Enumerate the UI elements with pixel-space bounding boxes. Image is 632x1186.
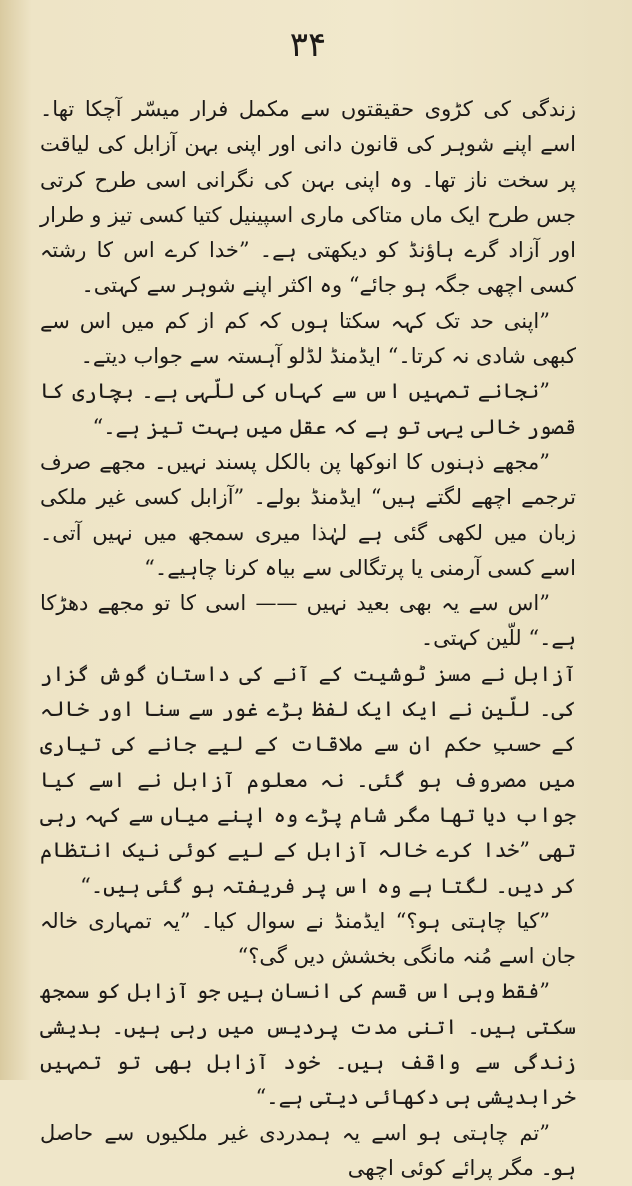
paragraph-1: زندگی کی کڑوی حقیقتوں سے مکمل فرار میسّر آچکا تھا۔ اسے اپنے شوہر کی قانون دانی اور اپنی بہن آزابل کی لیاقت پر سخت ناز تھا۔ وہ اپنی بہن کی نگرانی اسی طرح کرتی جس طرح ایک ماں متاکی ماری اسپینیل کتیا کسی تیز و طرار اور آزاد گرے ہاؤنڈ کو دیکھتی ہے۔ ”خدا کرے اس کا رشتہ کسی اچھی جگہ ہو جائے“ وہ اکثر اپنے شوہر سے کہتی۔ [40, 97, 576, 298]
paragraph-9: ”تم چاہتی ہو اسے یہ ہمدردی غیر ملکیوں سے حاصل ہو۔ مگر پرائے کوئی اچھی [40, 1120, 576, 1180]
page-body-text [40, 92, 576, 1186]
page-number: ۳۴ [289, 25, 327, 65]
paragraph-4: ”مجھے ذہنوں کا انوکھا پن بالکل پسند نہیں۔ مجھے صرف ترجمے اچھے لگتے ہیں“ ایڈمنڈ بولے۔ ”آزابل کسی غیر ملکی زبان میں لکھی گئی ہے لہٰذا میری سمجھ میں نہیں آتی۔ اسے کسی آرمنی یا پرتگالی سے بیاہ کرنا چاہیے۔“ [40, 449, 576, 580]
paragraph-3: ”نجانے تمہیں اس سے کہاں کی للّہی ہے۔ بچاری کا قصور خالی یہی تو ہے کہ عقل میں بہت تیز ہے۔“ [40, 379, 576, 439]
paragraph-2: ”اپنی حد تک کہہ سکتا ہوں کہ کم از کم میں اس سے کبھی شادی نہ کرتا۔“ ایڈمنڈ لڈلو آہستہ سے جواب دیتے۔ [40, 308, 576, 369]
paragraph-5: ”اس سے یہ بھی بعید نہیں —— اسی کا تو مجھے دھڑکا ہے۔“ للّین کہتی۔ [40, 591, 576, 651]
paragraph-8: ”فقط وہی اس قسم کی انسان ہیں جو آزابل کو سمجھ سکتی ہیں۔ اتنی مدت پردیس میں رہی ہیں۔ بدیشی زندگی سے واقف ہیں۔ خود آزابل بھی تو تمہیں خرابدیشی ہی دکھائی دیتی ہے۔“ [40, 979, 576, 1110]
paragraph-7: ”کیا چاہتی ہو؟“ ایڈمنڈ نے سوال کیا۔ ”یہ تمہاری خالہ جان اسے مُنہ مانگی بخشش دیں گی؟“ [40, 908, 576, 969]
paragraph-6: آزابل نے مسز ٹوشیت کے آنے کی داستان گوش گزار کی۔ للّین نے ایک ایک لفظ بڑے غور سے سنا اور خالہ کے حسبِ حکم ان سے ملاقات کے لیے جانے کی تیاری میں مصروف ہو گئی۔ نہ معلوم آزابل نے اسے کیا جواب دیا تھا مگر شام پڑے وہ اپنے میاں سے کہہ رہی تھی ”خدا کرے خالہ آزابل کے لیے کوئی نیک انتظام کر دیں۔ لگتا ہے وہ اس پر فریفتہ ہو گئی ہیں۔“ [40, 661, 576, 898]
